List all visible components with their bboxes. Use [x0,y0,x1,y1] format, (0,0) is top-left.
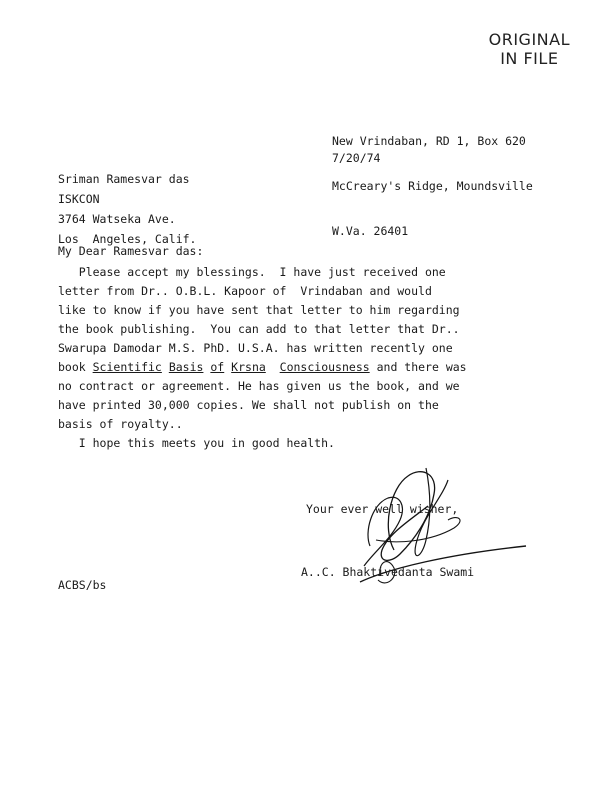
book-title-word: Consciousness [279,360,370,374]
letter-body [58,263,467,453]
recipient-block [58,169,196,249]
body-line: basis of royalty.. [58,417,183,431]
signed-name: A..C. Bhaktivedanta Swami [301,565,475,579]
sender-address-line-1: New Vrindaban, RD 1, Box 620 [332,134,526,148]
book-title-word: Scientific [92,360,162,374]
closing: Your ever well wisher, [306,502,459,516]
recipient-street: 3764 Watseka Ave. [58,212,176,226]
sender-address [332,104,533,269]
body-line: letter from Dr.. O.B.L. Kapoor of Vrindaban and would [58,284,432,298]
body-line: like to know if you have sent that letter to him regarding [58,303,460,317]
stamp-line-1: ORIGINAL [488,30,570,49]
body-line: no contract or agreement. He has given us the book, and we [58,379,460,393]
sender-address-line-3: W.Va. 26401 [332,224,409,238]
body-line: the book publishing. You can add to that letter that Dr.. [58,322,460,336]
salutation: My Dear Ramesvar das: [58,244,204,258]
stamp-line-2: IN FILE [500,49,559,68]
body-line: Swarupa Damodar M.S. PhD. U.S.A. has written recently one [58,341,453,355]
body-line: I hope this meets you in good health. [58,436,335,450]
recipient-org: ISKCON [58,192,100,206]
original-in-file-stamp [489,30,570,68]
body-line: have printed 30,000 copies. We shall not publish on the [58,398,439,412]
body-text-fragment: book [58,360,93,374]
body-line-book-title [58,358,467,377]
body-text-fragment: and there was [369,360,467,374]
book-title-word: Krsna [231,360,266,374]
book-title-word: of [210,360,225,374]
body-line: Please accept my blessings. I have just received one [58,265,446,279]
recipient-name: Sriman Ramesvar das [58,172,190,186]
recipient-city: Los Angeles, Calif. [58,232,197,246]
letter-date: 7/20/74 [332,151,381,165]
book-title-word: Basis [168,360,204,374]
typist-initials: ACBS/bs [58,578,107,592]
sender-address-line-2: McCreary's Ridge, Moundsville [332,179,533,193]
